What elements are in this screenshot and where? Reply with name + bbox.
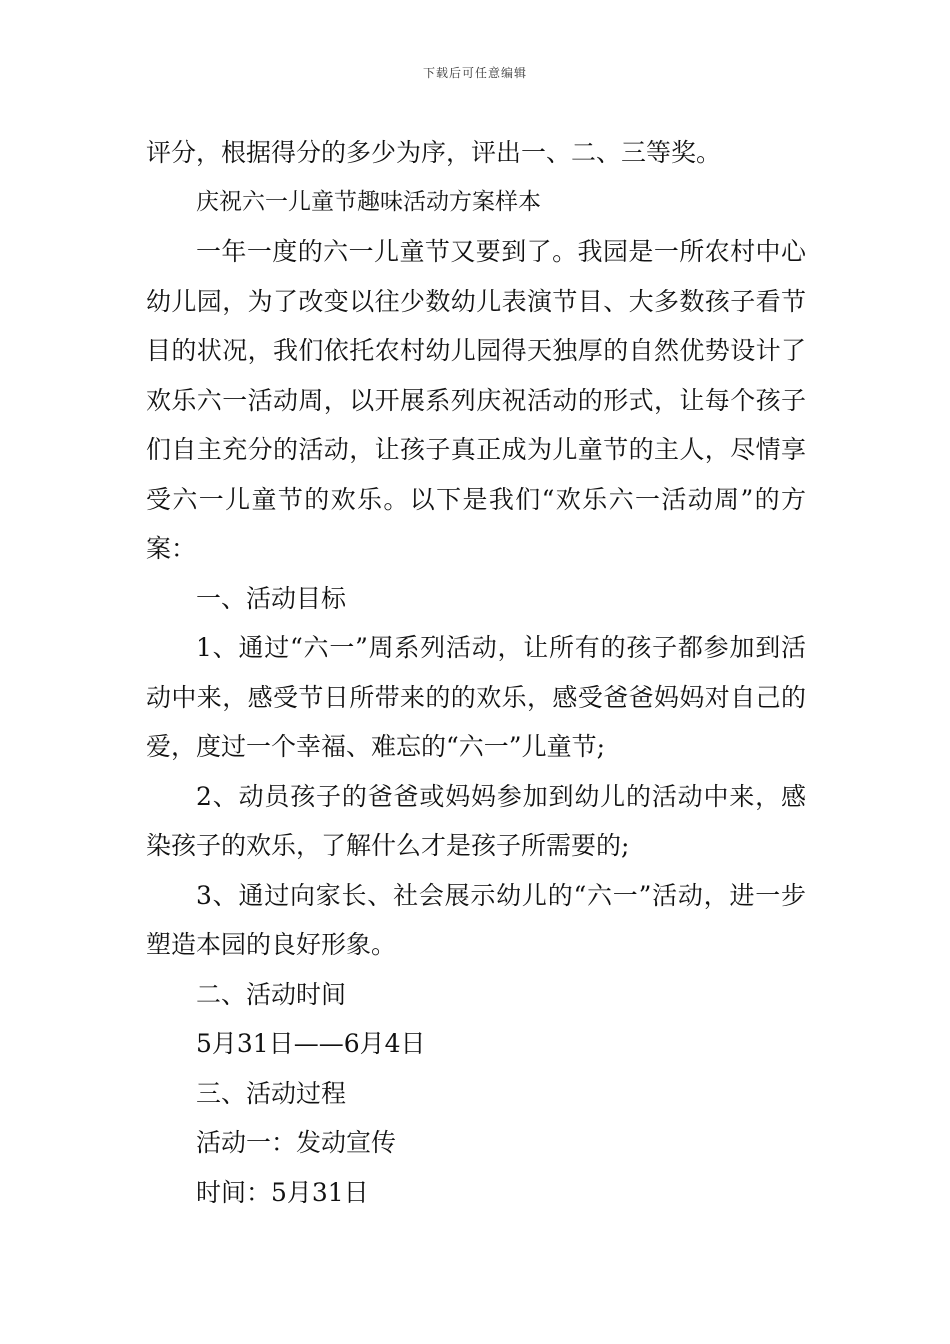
goal-item-3: 3、通过向家长、社会展示幼儿的“六一”活动，进一步塑造本园的良好形象。 xyxy=(146,880,806,959)
paragraph-intro: 一年一度的六一儿童节又要到了。我园是一所农村中心幼儿园，为了改变以往少数幼儿表演节目、大多数孩子看节目的状况，我们依托农村幼儿园得天独厚的自然优势设计了欢乐六一活动周，以开展系列庆祝活动的形式，让每个孩子们自主充分的活动，让孩子真正成为儿童节的主人，尽情享受六一儿童节的欢乐。以下是我们“欢乐六一活动周”的方案： xyxy=(146,237,806,563)
section-heading-goals: 一、活动目标 xyxy=(196,583,347,613)
document-body xyxy=(146,128,806,1217)
activity-date-range: 5月31日——6月4日 xyxy=(196,1029,426,1058)
paragraph-scoring: 评分，根据得分的多少为序，评出一、二、三等奖。 xyxy=(146,138,722,167)
section-heading-process: 三、活动过程 xyxy=(196,1078,347,1108)
page-header: 下载后可任意编辑 xyxy=(422,66,527,80)
goal-item-2: 2、动员孩子的爸爸或妈妈参加到幼儿的活动中来，感染孩子的欢乐，了解什么才是孩子所需要的; xyxy=(146,781,806,860)
section-heading-time: 二、活动时间 xyxy=(196,979,347,1009)
document-title: 庆祝六一儿童节趣味活动方案样本 xyxy=(196,188,541,215)
goal-item-1: 1、通过“六一”周系列活动，让所有的孩子都参加到活动中来，感受节日所带来的的欢乐，感受爸爸妈妈对自己的爱，度过一个幸福、难忘的“六一”儿童节; xyxy=(146,633,806,761)
activity-one-time: 时间：5月31日 xyxy=(196,1177,369,1207)
activity-one-title: 活动一：发动宣传 xyxy=(196,1128,397,1157)
